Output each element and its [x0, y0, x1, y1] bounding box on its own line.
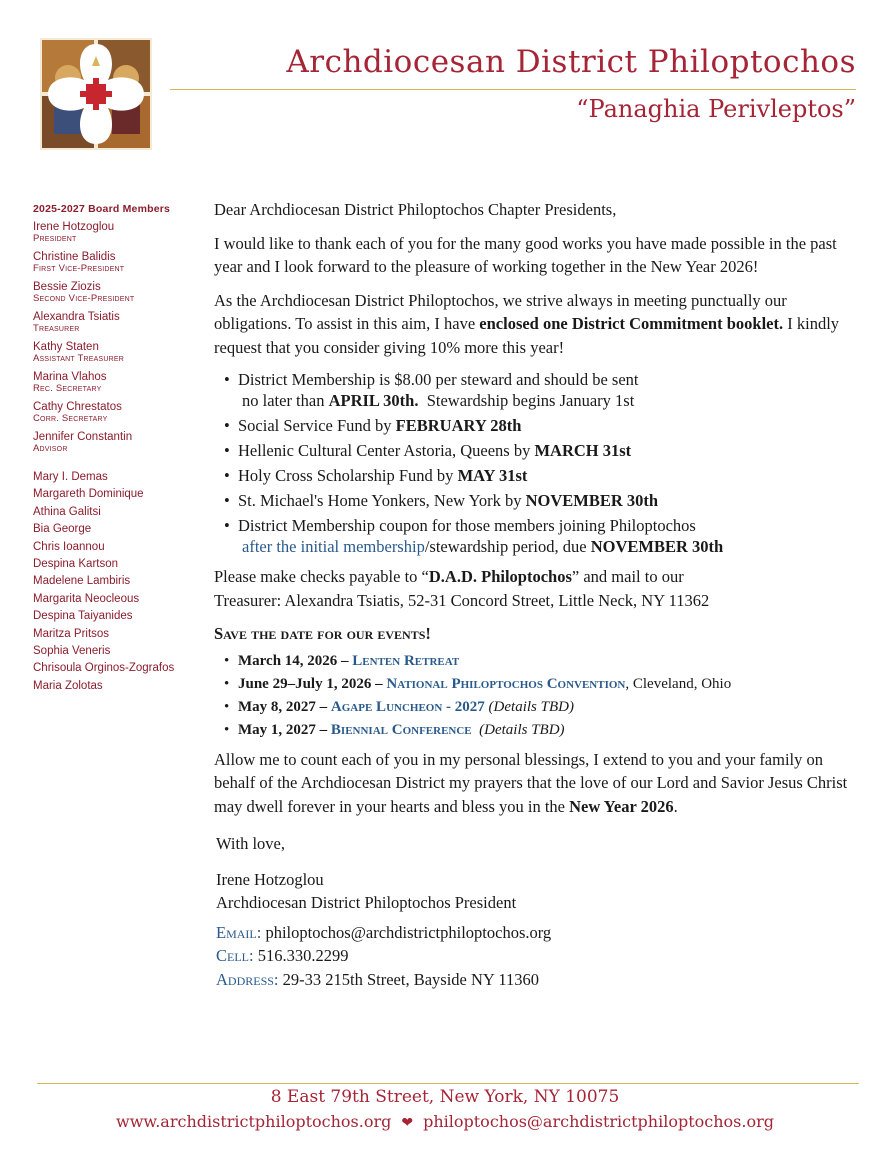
list-item: • Social Service Fund by FEBRUARY 28th: [214, 415, 859, 436]
paragraph-checks: Please make checks payable to “D.A.D. Philoptochos” and mail to our Treasurer: Alexandra Tsiatis, 52-31 Concord Street, Little Neck, NY 11362: [214, 567, 710, 610]
officer: Bessie Ziozis Second Vice-President: [33, 281, 135, 304]
member-name: Maritza Pritsos: [33, 627, 110, 640]
website-link[interactable]: www.archdistrictphiloptochos.org: [116, 1112, 392, 1131]
officer: Jennifer Constantin Advisor: [33, 431, 133, 454]
letter-body: [214, 198, 859, 991]
cross-icon-logo: [40, 38, 152, 150]
board-heading: 2025-2027 Board Members: [33, 203, 171, 215]
member-name: Despina Kartson: [33, 558, 119, 571]
footer-links: [0, 1112, 890, 1131]
paragraph-thanks: I would like to thank each of you for the many good works you have made possible in the past year and I look forward to the pleasure of working together in the New Year 2026!: [214, 233, 837, 276]
member-name: Madelene Lambiris: [33, 575, 131, 588]
header-divider: [170, 89, 856, 90]
event-item: • March 14, 2026 – Lenten Retreat: [214, 650, 859, 673]
events-list: [214, 650, 859, 742]
event-item: • May 1, 2027 – Biennial Conference (Details TBD): [214, 719, 859, 742]
list-item: • Holy Cross Scholarship Fund by MAY 31st: [214, 465, 859, 486]
board-sidebar: [33, 203, 203, 695]
officer: Cathy Chrestatos Corr. Secretary: [33, 401, 122, 424]
list-item: • St. Michael's Home Yonkers, New York by NOVEMBER 30th: [214, 490, 859, 511]
member-name: Maria Zolotas: [33, 679, 103, 692]
event-link[interactable]: National Philoptochos Convention: [386, 675, 626, 692]
event-item: • May 8, 2027 – Agape Luncheon - 2027 (Details TBD): [214, 696, 859, 719]
signature-title: Archdiocesan District Philoptochos President: [216, 893, 517, 912]
officer: Kathy Staten Assistant Treasurer: [33, 341, 125, 364]
contact-email: Email: philoptochos@archdistrictphiloptochos.org: [216, 922, 552, 942]
footer-address: 8 East 79th Street, New York, NY 10075: [270, 1087, 620, 1107]
footer-divider: [37, 1083, 859, 1084]
deadline-list: [214, 369, 859, 557]
salutation: Dear Archdiocesan District Philoptochos Chapter Presidents,: [214, 200, 617, 219]
member-name: Despina Taiyanides: [33, 610, 133, 623]
officer: Marina Vlahos Rec. Secretary: [33, 371, 107, 394]
save-date-heading: Save the date for our events!: [214, 624, 431, 643]
email-link[interactable]: philoptochos@archdistrictphiloptochos.org: [265, 922, 552, 942]
member-name: Athina Galitsi: [33, 505, 101, 518]
member-name: Margareth Dominique: [33, 488, 144, 501]
paragraph-closing: Allow me to count each of you in my personal blessings, I extend to you and your family on behalf of the Archdiocesan District my prayers that the love of our Lord and Savior Jesus Christ may dwell forever in your hearts and bless you in the New Year 2026.: [214, 749, 848, 816]
event-link[interactable]: Biennial Conference: [330, 721, 472, 738]
page-title: Archdiocesan District Philoptochos: [286, 44, 856, 80]
member-list: [33, 469, 203, 695]
member-name: Chrisoula Orginos-Zografos: [33, 662, 175, 675]
footer-email-link[interactable]: philoptochos@archdistrictphiloptochos.org: [423, 1112, 774, 1131]
signature-name: Irene Hotzoglou: [216, 869, 324, 889]
contact-address: Address: 29-33 215th Street, Bayside NY 11360: [216, 969, 539, 989]
member-name: Margarita Neocleous: [33, 592, 140, 605]
member-name: Bia George: [33, 523, 92, 536]
member-name: Chris Ioannou: [33, 540, 105, 553]
officer: Irene Hotzoglou President: [33, 221, 115, 244]
page-subtitle: “Panaghia Perivleptos”: [576, 95, 856, 123]
paragraph-obligations: As the Archdiocesan District Philoptochos, we strive always in meeting punctually our obligations. To assist in this aim, I have enclosed one District Commitment booklet. I kindly request that you consider giving 10% more this year!: [214, 290, 840, 357]
list-item: • District Membership is $8.00 per steward and should be sent no later than APRIL 30th. Stewardship begins January 1st: [214, 369, 859, 411]
officer: Alexandra Tsiatis Treasurer: [33, 311, 120, 334]
event-link[interactable]: Lenten Retreat: [352, 652, 460, 669]
member-name: Mary I. Demas: [33, 471, 108, 483]
event-link[interactable]: Agape Luncheon - 2027: [330, 698, 485, 715]
list-item: • District Membership coupon for those members joining Philoptochos after the initial membership/stewardship period, due NOVEMBER 30th: [214, 515, 859, 557]
contact-cell: Cell: 516.330.2299: [216, 946, 349, 965]
event-item: • June 29–July 1, 2026 – National Philoptochos Convention, Cleveland, Ohio: [214, 673, 859, 696]
officer: Christine Balidis First Vice-President: [33, 251, 125, 274]
membership-link[interactable]: after the initial membership: [242, 537, 425, 556]
heart-icon: ❤: [401, 1115, 414, 1131]
member-name: Sophia Veneris: [33, 645, 111, 658]
signoff: With love,: [216, 834, 285, 853]
list-item: • Hellenic Cultural Center Astoria, Queens by MARCH 31st: [214, 440, 859, 461]
